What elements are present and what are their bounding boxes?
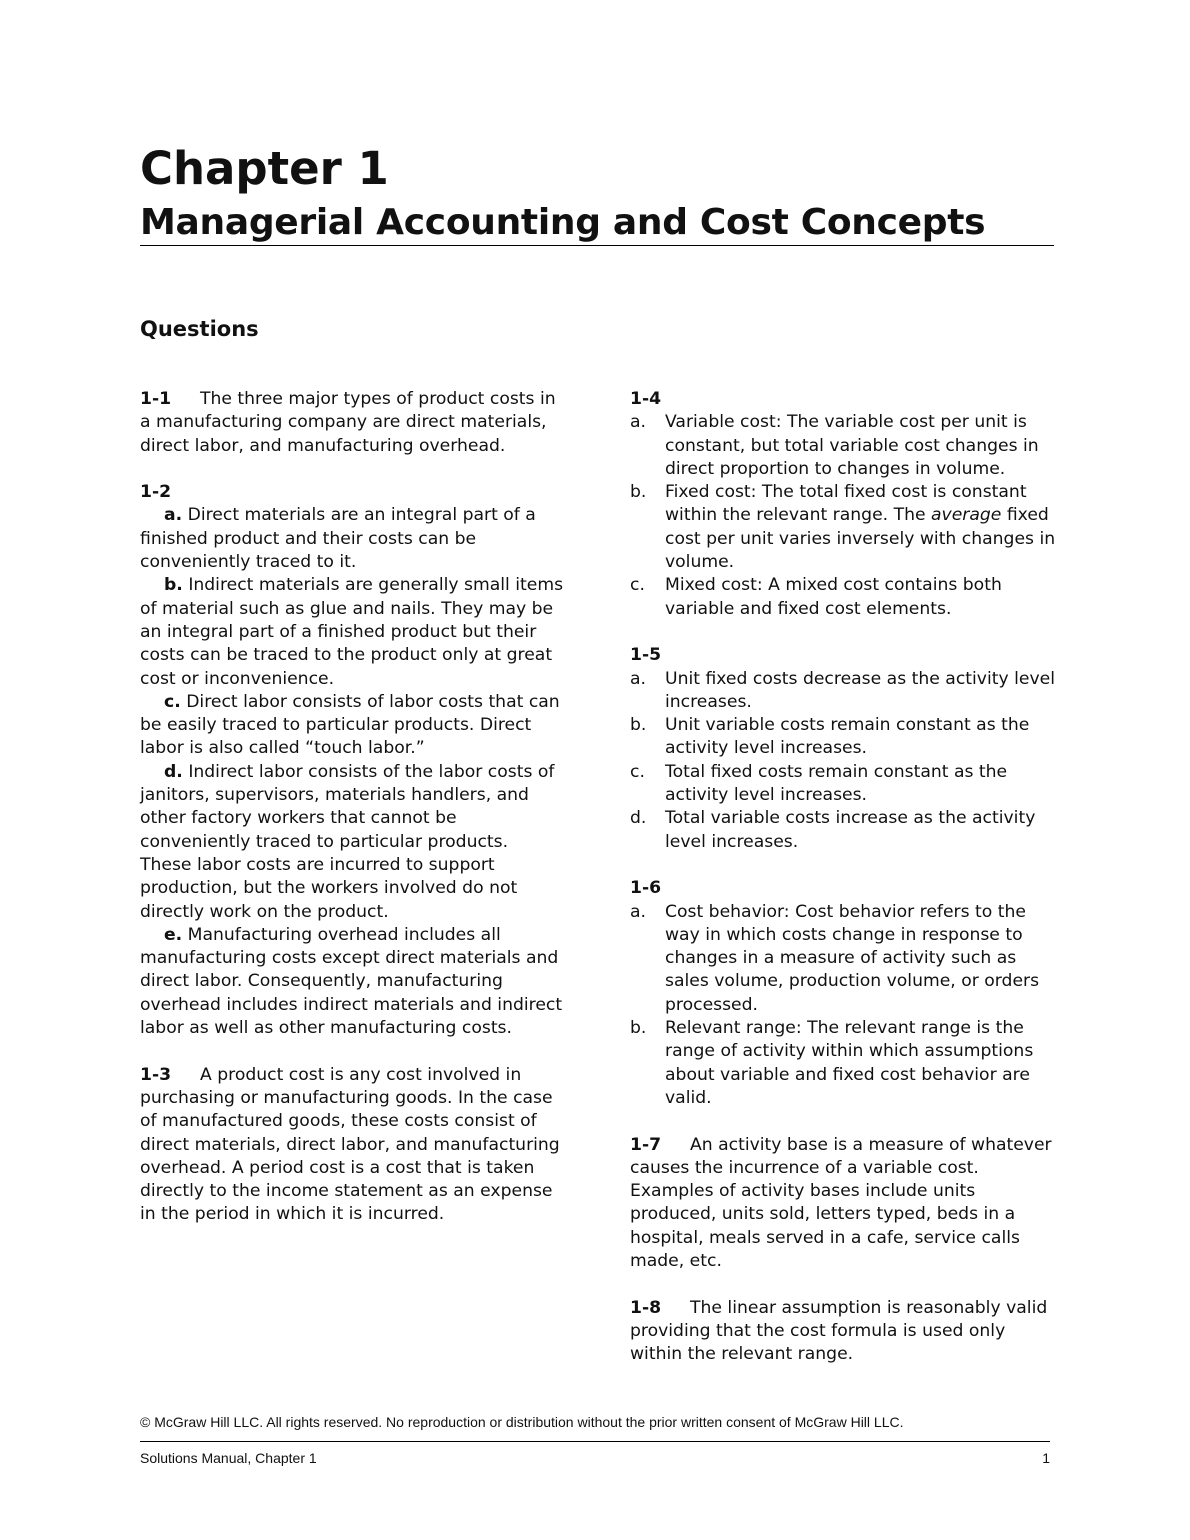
question-1-5 (630, 644, 1060, 854)
header-divider (140, 245, 1054, 246)
question-number: 1-2 (140, 482, 172, 503)
footer-divider (140, 1441, 1050, 1442)
answer-list (630, 411, 1060, 621)
question-1-1 (140, 388, 565, 458)
chapter-number: Chapter 1 (140, 142, 389, 195)
answer-text: An activity base is a measure of whatever causes the incurrence of a variable cost. Examples of activity bases include units produced, units sold, letters typed, beds in a hospital, meals served in a cafe, service calls made, etc. (630, 1134, 1052, 1271)
answer-item-a: a. Direct materials are an integral part of a finished product and their costs can be conveniently traced to it. (140, 505, 536, 573)
answer-text: The linear assumption is reasonably valid providing that the cost formula is used only within the relevant range. (630, 1297, 1048, 1365)
left-column (140, 388, 565, 1250)
chapter-title: Managerial Accounting and Cost Concepts (140, 202, 986, 243)
question-1-4 (630, 388, 1060, 621)
answer-item-c: c. Total fixed costs remain constant as the activity level increases. (630, 761, 1008, 806)
footer-book-title: Solutions Manual, Chapter 1 (140, 1450, 317, 1466)
question-1-3 (140, 1064, 565, 1227)
right-column (630, 388, 1060, 1390)
answer-item-d: d. Total variable costs increase as the activity level increases. (630, 808, 1036, 852)
copyright-notice: © McGraw Hill LLC. All rights reserved. No reproduction or distribution without the prior written consent of McGraw Hill LLC. (140, 1414, 904, 1430)
answer-list (630, 668, 1060, 854)
section-heading: Questions (140, 317, 259, 341)
question-number: 1-4 (630, 389, 662, 409)
answer-text: A product cost is any cost involved in purchasing or manufacturing goods. In the case of manufactured goods, these costs consist of direct materials, direct labor, and manufacturing overhead. A period cost is a cost that is taken directly to the income statement as an expense in the period in which it is incurred. (140, 1064, 560, 1225)
answer-item-b: b. Indirect materials are generally small items of material such as glue and nails. They may be an integral part of a finished product but their costs can be traced to the product only at great cost or inconvenience. (140, 575, 564, 689)
chapter-header (140, 140, 1054, 248)
question-1-2 (140, 481, 565, 1040)
answer-item-b: b. Relevant range: The relevant range is the range of activity within which assumptions about variable and fixed cost behavior are valid. (630, 1018, 1034, 1108)
page-number: 1 (1042, 1450, 1050, 1466)
answer-item-c: c. Direct labor consists of labor costs that can be easily traced to particular products. Direct labor is also called “touch labor.” (140, 691, 560, 759)
answer-item-b: b. Unit variable costs remain constant as the activity level increases. (630, 715, 1030, 759)
answer-item-d: d. Indirect labor consists of the labor costs of janitors, supervisors, materials handlers, and other factory workers that cannot be conveniently traced to particular products. These labor costs are incurred to support production, but the workers involved do not directly work on the product. (140, 761, 555, 922)
question-number: 1-7 (630, 1134, 662, 1155)
emphasized-word: average (931, 505, 1002, 526)
answer-text: The three major types of product costs in a manufacturing company are direct materials, direct labor, and manufacturing overhead. (140, 389, 556, 456)
question-number: 1-8 (630, 1297, 662, 1318)
answer-list (630, 901, 1060, 1111)
question-number: 1-1 (140, 389, 172, 409)
question-number: 1-6 (630, 878, 662, 899)
answer-item-e: e. Manufacturing overhead includes all manufacturing costs except direct materials and direct labor. Consequently, manufacturing overhead includes indirect materials and indirect labor as well as other manufacturing costs. (140, 924, 563, 1039)
question-number: 1-5 (630, 645, 662, 666)
answer-item-c: c. Mixed cost: A mixed cost contains both variable and fixed cost elements. (630, 575, 1002, 619)
answer-item-a: a. Unit fixed costs decrease as the activity level increases. (630, 668, 1055, 712)
answer-item-a: a. Variable cost: The variable cost per unit is constant, but total variable cost changes in direct proportion to changes in volume. (630, 412, 1039, 479)
question-1-7 (630, 1134, 1060, 1274)
question-1-8 (630, 1297, 1060, 1367)
answer-item-a: a. Cost behavior: Cost behavior refers to the way in which costs change in response to changes in a measure of activity such as sales volume, production volume, or orders processed. (630, 901, 1040, 1015)
question-1-6 (630, 877, 1060, 1110)
question-number: 1-3 (140, 1064, 172, 1085)
answer-item-b: b. Fixed cost: The total fixed cost is constant within the relevant range. The average fixed cost per unit varies inversely with changes in volume. (630, 482, 1056, 573)
